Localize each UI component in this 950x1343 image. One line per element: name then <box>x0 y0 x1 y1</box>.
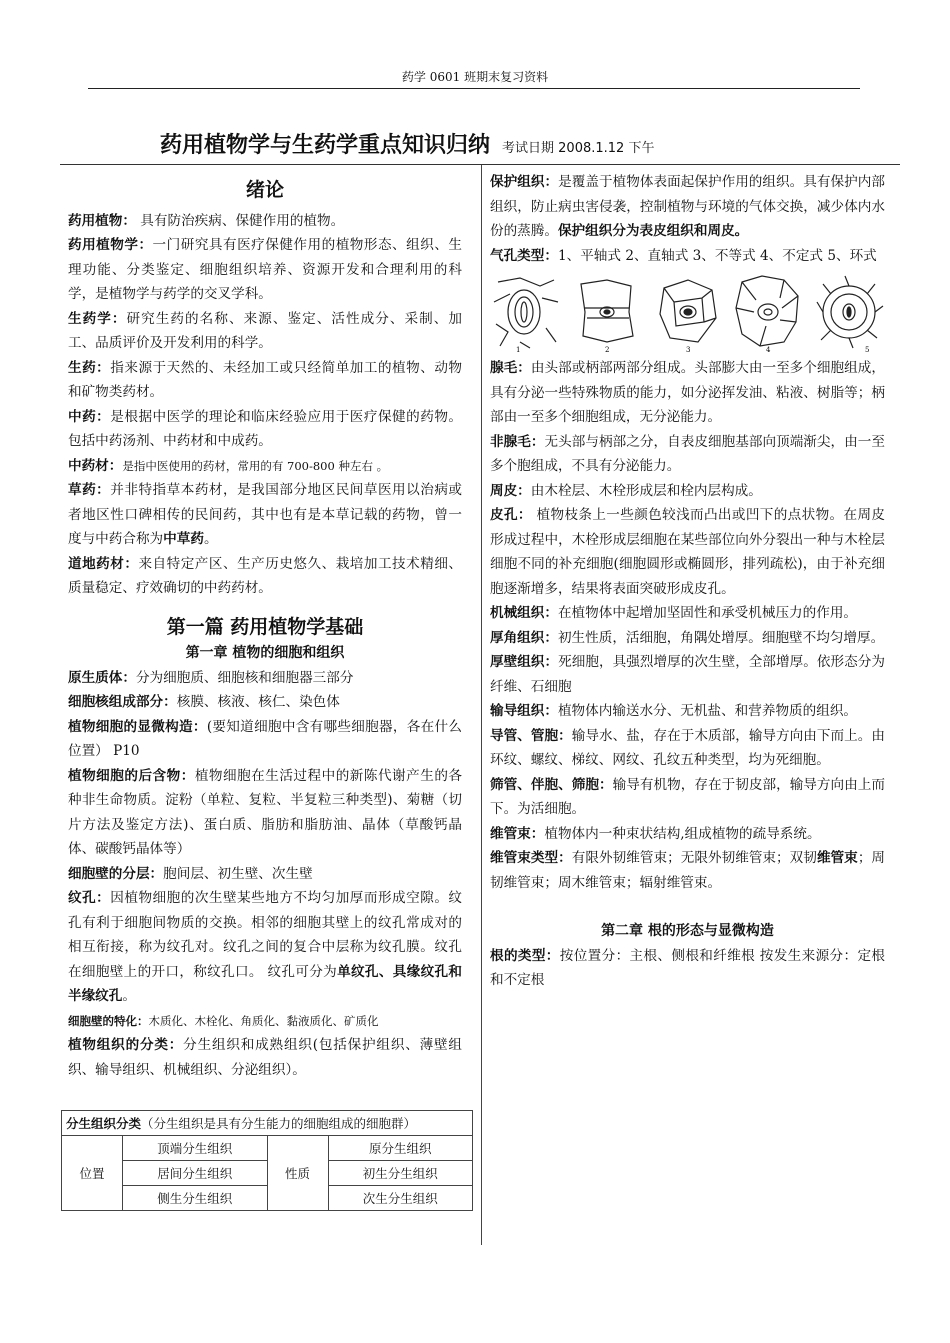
definition-paragraph: 皮孔： 植物枝条上一些颜色较浅而凸出或凹下的点状物。在周皮形成过程中，木栓形成层细胞在某些部位向外分裂出一种与木栓层细胞不同的补充细胞(细胞圆形或椭圆形，排列疏松)，由于补充细胞逐渐增多，结果将表面突破形成皮孔。 <box>490 507 885 597</box>
definition-paragraph: 中药材：是指中医使用的药材，常用的有 700-800 种左右 。 <box>68 457 389 474</box>
table-cell: 次生分生组织 <box>328 1186 473 1211</box>
definition-paragraph: 草药：并非特指草本药材，是我国部分地区民间草医用以治病或者地区性口碑相传的民间药，其中也有是本草记载的药物，曾一度与中药合称为中草药。 <box>68 482 463 547</box>
definition-paragraph: 非腺毛：无头部与柄部之分，自表皮细胞基部向顶端渐尖，由一至多个胞组成，不具有分泌能力。 <box>490 433 886 474</box>
left-column <box>68 170 462 1082</box>
stomata-figure-cyclocytic <box>813 272 885 354</box>
table-cell: 侧生分生组织 <box>123 1186 268 1211</box>
table-cell: 顶端分生组织 <box>123 1136 268 1161</box>
column-divider <box>481 165 482 1245</box>
title-main: 药用植物学与生药学重点知识归纳 <box>160 133 491 158</box>
definition-paragraph: 生药：指来源于天然的、未经加工或只经简单加工的植物、动物和矿物类药材。 <box>68 359 463 400</box>
stomata-figure-anisocytic <box>652 272 724 354</box>
definition-paragraph: 筛管、伴胞、筛胞：输导有机物，存在于韧皮部，输导方向由上而下。为活细胞。 <box>490 776 886 817</box>
svg-text:5: 5 <box>865 346 870 354</box>
stomata-figure-anomocytic <box>732 272 804 354</box>
definition-paragraph: 生药学：研究生药的名称、来源、鉴定、活性成分、采制、加工、品质评价及开发利用的科学。 <box>68 310 463 351</box>
header-rule <box>88 88 860 89</box>
definition-paragraph: 根的类型：按位置分：主根、侧根和纤维根 按发生来源分：定根和不定根 <box>490 947 885 988</box>
definition-paragraph: 细胞壁的分层：胞间层、初生壁、次生壁 <box>68 865 313 882</box>
definition-paragraph: 纹孔：因植物细胞的次生壁某些地方不均匀加厚而形成空隙。纹孔有利于细胞间物质的交换。相邻的细胞其壁上的纹孔常成对的相互衔接，称为纹孔对。纹孔之间的复合中层称为纹孔膜。纹孔在细胞壁上的开口，称纹孔口。 纹孔可分为单纹孔、具缘纹孔和半缘纹孔。 <box>68 890 463 1004</box>
document-title <box>160 128 920 159</box>
definition-paragraph: 道地药材：来自特定产区、生产历史悠久、栽培加工技术精细、质量稳定、疗效确切的中药药材。 <box>68 555 463 596</box>
definition-paragraph: 机械组织：在植物体中起增加坚固性和承受机械压力的作用。 <box>490 605 858 621</box>
definition-paragraph: 周皮：由木栓层、木栓形成层和栓内层构成。 <box>490 482 762 499</box>
right-column <box>490 170 885 993</box>
definition-paragraph: 药用植物： 具有防治疾病、保健作用的植物。 <box>68 212 345 229</box>
exam-date: 考试日期 2008.1.12 下午 <box>502 141 655 156</box>
definition-paragraph: 植物细胞的显微构造：(要知道细胞中含有哪些细胞器，各在什么位置） P10 <box>68 718 463 759</box>
section-heading-intro: 绪论 <box>245 179 284 201</box>
definition-paragraph: 气孔类型：1、平轴式 2、直轴式 3、不等式 4、不定式 5、环式 <box>490 247 877 264</box>
part-heading: 第一篇 药用植物学基础 <box>166 615 364 638</box>
definition-paragraph: 维管束类型：有限外韧维管束；无限外韧维管束；双韧维管束；周韧维管束；周木维管束；辐射维管束。 <box>490 850 886 891</box>
stomata-figures <box>490 272 885 354</box>
chapter-heading: 第二章 根的形态与显微构造 <box>601 923 774 939</box>
definition-paragraph: 细胞核组成部分：核膜、核液、核仁、染色体 <box>68 694 340 710</box>
definition-paragraph: 原生质体：分为细胞质、细胞核和细胞器三部分 <box>68 669 354 686</box>
svg-text:2: 2 <box>604 346 610 354</box>
definition-paragraph: 植物细胞的后含物：植物细胞在生活过程中的新陈代谢产生的各种非生命物质。淀粉（单粒、复粒、半复粒三种类型)、菊糖（切片方法及鉴定方法)、蛋白质、脂肪和脂肪油、晶体（草酸钙晶体、碳酸钙晶体等） <box>68 767 463 857</box>
definition-paragraph: 药用植物学：一门研究具有医疗保健作用的植物形态、组织、生理功能、分类鉴定、细胞组织培养、资源开发和合理利用的科学，是植物学与药学的交叉学科。 <box>68 237 463 302</box>
chapter-heading: 第一章 植物的细胞和组织 <box>185 645 345 661</box>
definition-paragraph: 厚角组织：初生性质，活细胞，角隅处增厚。细胞壁不均匀增厚。 <box>490 629 885 646</box>
meristem-table <box>61 1110 473 1211</box>
definition-paragraph: 导管、管胞：输导水、盐，存在于木质部，输导方向由下而上。由环纹、螺纹、梯纹、网纹、孔纹五种类型，均为死细胞。 <box>490 727 886 768</box>
definition-paragraph: 腺毛：由头部或柄部两部分组成。头部膨大由一至多个细胞组成，具有分泌一些特殊物质的能力，如分泌挥发油、粘液、树脂等；柄部由一至多个细胞组成，无分泌能力。 <box>490 360 886 425</box>
svg-text:1: 1 <box>516 346 521 354</box>
table-caption: 分生组织分类（分生组织是具有分生能力的细胞组成的细胞群） <box>62 1111 473 1136</box>
table-cell: 初生分生组织 <box>328 1161 473 1186</box>
page-header: 药学 0601 班期末复习资料 <box>401 70 549 84</box>
nature-label: 性质 <box>267 1136 328 1211</box>
definition-paragraph: 植物组织的分类：分生组织和成熟组织(包括保护组织、薄壁组织、输导组织、机械组织、分泌组织）。 <box>68 1037 462 1078</box>
svg-text:4: 4 <box>766 346 771 354</box>
position-label: 位置 <box>62 1136 123 1211</box>
table-cell: 居间分生组织 <box>123 1161 268 1186</box>
stomata-figure-diacytic <box>571 272 643 354</box>
definition-paragraph: 输导组织：植物体内输送水分、无机盐、和营养物质的组织。 <box>490 703 858 719</box>
stomata-figure-parallel <box>490 272 562 354</box>
svg-text:3: 3 <box>685 346 690 354</box>
definition-paragraph: 中药：是根据中医学的理论和临床经验应用于医疗保健的药物。包括中药汤剂、中药材和中成药。 <box>68 408 463 449</box>
definition-paragraph: 保护组织：是覆盖于植物体表面起保护作用的组织。具有保护内部组织，防止病虫害侵袭，控制植物与环境的气体交换，减少体内水份的蒸腾。保护组织分为表皮组织和周皮。 <box>490 174 885 239</box>
definition-paragraph: 细胞壁的特化：木质化、木栓化、角质化、黏液质化、矿质化 <box>68 1013 379 1028</box>
definition-paragraph: 厚壁组织：死细胞，具强烈增厚的次生壁，全部增厚。依形态分为纤维、石细胞 <box>490 654 885 695</box>
title-rule <box>60 164 900 165</box>
table-cell: 原分生组织 <box>328 1136 473 1161</box>
definition-paragraph: 维管束：植物体内一种束状结构,组成植物的疏导系统。 <box>490 825 821 842</box>
